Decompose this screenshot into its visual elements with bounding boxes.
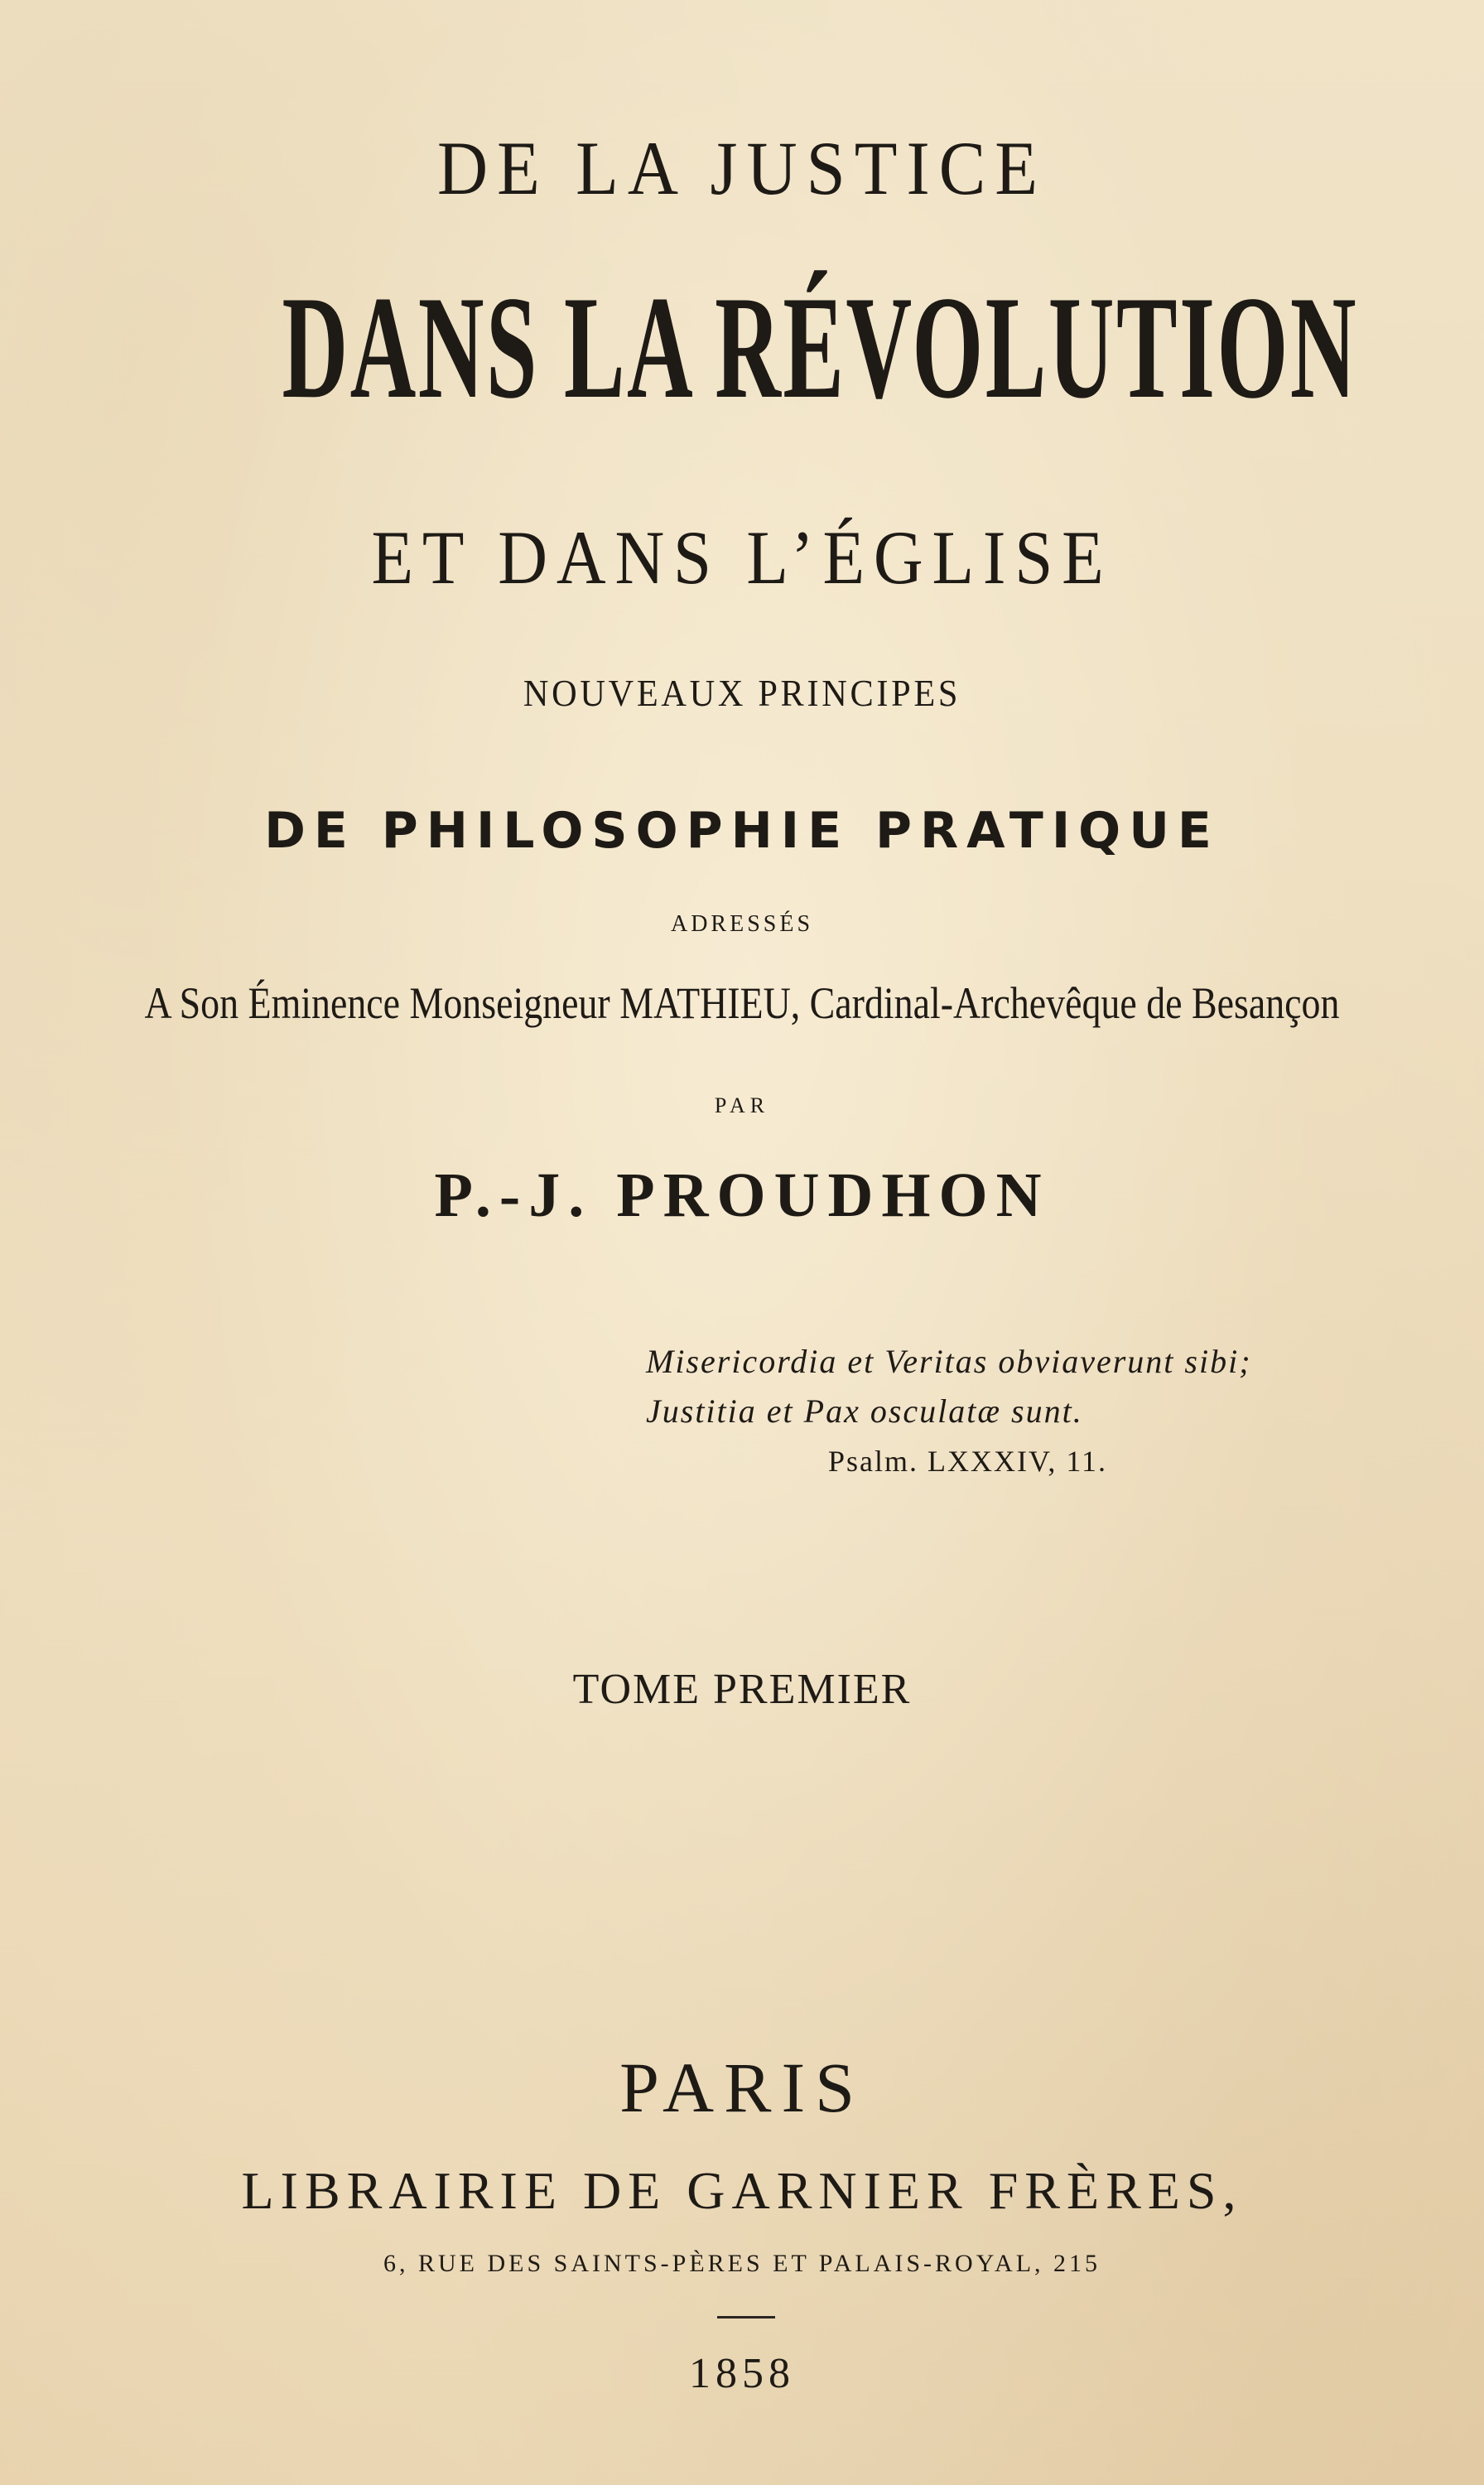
publication-city: PARIS: [619, 2048, 865, 2127]
publisher-name: LIBRAIRIE DE GARNIER FRÈRES,: [241, 2161, 1243, 2220]
publication-year: 1858: [689, 2350, 795, 2397]
epigraph-line-1: Misericordia et Veritas obviaverunt sibi;: [646, 1343, 1252, 1380]
epigraph: [646, 1337, 1408, 1486]
author-name: P.-J. PROUDHON: [434, 1160, 1050, 1230]
epigraph-line-2: Justitia et Pax osculatæ sunt.: [646, 1392, 1083, 1430]
title-line-1: DE LA JUSTICE: [437, 126, 1047, 210]
dedication: A Son Éminence Monseigneur MATHIEU, Cardinal-Archevêque de Besançon: [144, 978, 1340, 1028]
subtitle-line-1: NOUVEAUX PRINCIPES: [523, 672, 961, 714]
subtitle-line-2: DE PHILOSOPHIE PRATIQUE: [264, 802, 1220, 860]
by-label: PAR: [714, 1093, 770, 1117]
publisher-address: 6, RUE DES SAINTS-PÈRES ET PALAIS-ROYAL, 215: [383, 2250, 1101, 2277]
volume-label: TOME PREMIER: [572, 1666, 912, 1713]
divider-rule: [717, 2316, 775, 2319]
addressed-label: ADRESSÉS: [670, 911, 814, 937]
title-line-2: DANS LA RÉVOLUTION: [282, 265, 1359, 429]
epigraph-reference: Psalm. LXXXIV, 11.: [828, 1445, 1108, 1478]
title-line-3: ET DANS L’ÉGLISE: [371, 515, 1113, 600]
